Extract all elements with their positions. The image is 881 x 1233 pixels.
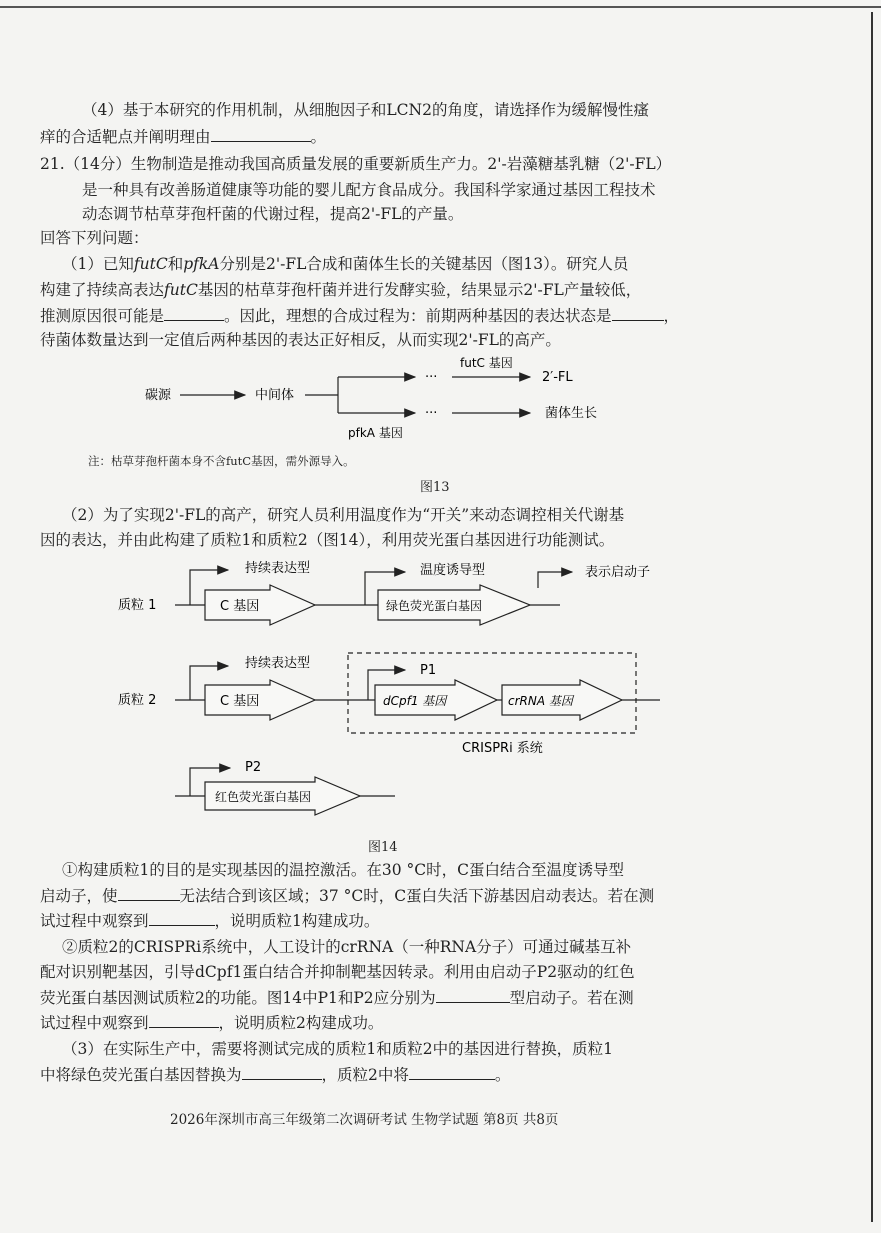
fig14-caption: 图14	[368, 840, 398, 855]
fig14-constitutive2-label: 持续表达型	[245, 656, 311, 671]
fig13-dots-lower: ···	[425, 406, 438, 421]
answer-blank	[149, 910, 215, 926]
q21-2b-line2: 配对识别靶基因，引导dCpf1蛋白结合并抑制靶基因转录。利用由启动子P2驱动的红色	[40, 963, 635, 981]
q21-3-line2: 中将绿色荧光蛋白基因替换为 ，质粒2中将 。	[40, 1066, 511, 1084]
q21-line1: 21.（14分）生物制造是推动我国高质量发展的重要新质生产力。2'-岩藻糖基乳糖（2'-FL）	[40, 155, 672, 173]
q21-line3: 动态调节枯草芽孢杆菌的代谢过程，提高2'-FL的产量。	[82, 205, 464, 223]
scan-top-edge	[0, 6, 881, 8]
answer-blank	[612, 305, 664, 321]
q21-1-line3: 推测原因很可能是 。因此，理想的合成过程为：前期两种基因的表达状态是 ，	[40, 307, 680, 325]
answer-blank	[242, 1064, 322, 1080]
fig14-rfp-label: 红色荧光蛋白基因	[215, 790, 312, 804]
answer-blank	[409, 1064, 495, 1080]
q21-prompt: 回答下列问题：	[40, 229, 149, 247]
q21-1-line4: 待菌体数量达到一定值后两种基因的表达正好相反，从而实现2'-FL的高产。	[40, 331, 561, 349]
fig14-c-gene1-label: C 基因	[220, 599, 260, 614]
fig14-p2-label: P2	[245, 760, 262, 775]
q21-2b-line4: 试过程中观察到 ，说明质粒2构建成功。	[40, 1014, 384, 1032]
fig14-dcpf1-label: dCpf1 基因	[383, 694, 447, 708]
fig13-product-label: 2′-FL	[542, 370, 573, 385]
answer-blank	[211, 126, 311, 142]
fig14-p1-label: P1	[420, 663, 437, 678]
fig14-constitutive1-label: 持续表达型	[245, 561, 311, 576]
fig13-futc-label: futC 基因	[460, 356, 513, 370]
fig13-note: 注：枯草芽孢杆菌本身不含futC基因，需外源导入。	[88, 454, 355, 468]
fig14-c-gene2-label: C 基因	[220, 694, 260, 709]
fig13-intermediate-label: 中间体	[255, 388, 295, 403]
fig13-pfka-label: pfkA 基因	[348, 426, 403, 440]
q21-2a-line1: ①构建质粒1的目的是实现基因的温控激活。在30 °C时，C蛋白结合至温度诱导型	[62, 861, 624, 879]
answer-blank	[118, 885, 180, 901]
q21-2a-line3: 试过程中观察到 ，说明质粒1构建成功。	[40, 912, 380, 930]
fig13-growth-label: 菌体生长	[545, 406, 598, 421]
fig13-carbon-label: 碳源	[145, 388, 172, 403]
fig14-plasmid1-label: 质粒 1	[118, 598, 157, 613]
fig14-crispri-label: CRISPRi 系统	[462, 741, 543, 756]
answer-blank	[164, 305, 224, 321]
q21-1-line2: 构建了持续高表达futC基因的枯草芽孢杆菌并进行发酵实验，结果显示2'-FL产量较低，	[40, 281, 642, 299]
q21-2a-line2: 启动子，使 无法结合到该区域；37 °C时，C蛋白失活下游基因启动表达。若在测	[40, 887, 655, 905]
fig13-dots-upper: ···	[425, 370, 438, 385]
q21-2-line2: 因的表达，并由此构建了质粒1和质粒2（图14），利用荧光蛋白基因进行功能测试。	[40, 531, 615, 549]
figure-14	[0, 550, 881, 835]
q21-2b-line3: 荧光蛋白基因测试质粒2的功能。图14中P1和P2应分别为 型启动子。若在测	[40, 989, 634, 1007]
q21-1-line1: （1）已知futC和pfkA分别是2'-FL合成和菌体生长的关键基因（图13）。研究人员	[62, 255, 629, 273]
page-footer: 2026年深圳市高三年级第二次调研考试 生物学试题 第8页 共8页	[170, 1112, 559, 1128]
fig13-caption: 图13	[420, 480, 450, 495]
q21-2b-line1: ②质粒2的CRISPRi系统中，人工设计的crRNA（一种RNA分子）可通过碱基互补	[62, 938, 632, 956]
q21-3-line1: （3）在实际生产中，需要将测试完成的质粒1和质粒2中的基因进行替换，质粒1	[62, 1040, 613, 1058]
fig14-temp-inducible-label: 温度诱导型	[420, 563, 486, 578]
q4-line2: 痒的合适靶点并阐明理由 。	[40, 128, 327, 146]
fig14-legend-label: 表示启动子	[585, 565, 651, 580]
fig14-crrna-label: crRNA 基因	[508, 694, 573, 708]
q21-2-line1: （2）为了实现2'-FL的高产，研究人员利用温度作为“开关”来动态调控相关代谢基	[62, 506, 625, 524]
answer-blank	[436, 987, 510, 1003]
answer-blank	[149, 1012, 219, 1028]
figure-13	[0, 345, 881, 445]
fig14-legend-promoter-icon	[538, 572, 572, 588]
q21-line2: 是一种具有改善肠道健康等功能的婴儿配方食品成分。我国科学家通过基因工程技术	[82, 181, 656, 199]
fig14-gfp-label: 绿色荧光蛋白基因	[386, 599, 483, 613]
q4-line1: （4）基于本研究的作用机制，从细胞因子和LCN2的角度，请选择作为缓解慢性瘙	[82, 101, 649, 119]
fig14-plasmid2-label: 质粒 2	[118, 693, 157, 708]
